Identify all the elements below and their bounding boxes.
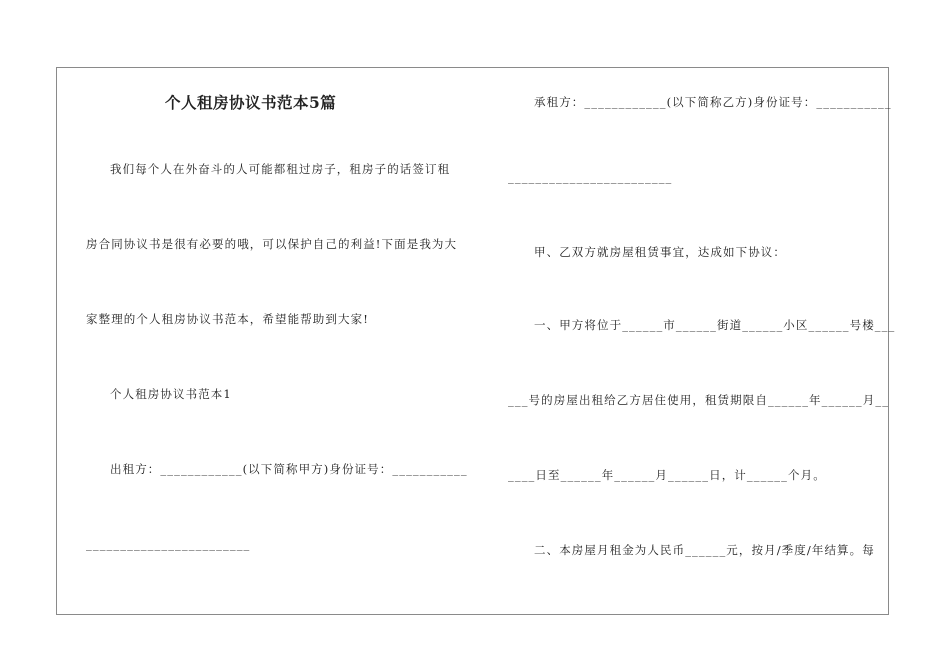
right-line-3: 甲、乙双方就房屋租赁事宜，达成如下协议： — [534, 245, 786, 259]
left-line-4: 个人租房协议书范本1 — [110, 387, 232, 401]
left-line-3: 家整理的个人租房协议书范本，希望能帮助到大家! — [86, 312, 369, 326]
left-line-5: 出租方：____________(以下简称甲方)身份证号：___________ — [110, 462, 468, 476]
left-line-1: 我们每个人在外奋斗的人可能都租过房子，租房子的话签订租 — [110, 162, 451, 176]
right-line-1: 承租方：____________(以下简称乙方)身份证号：___________ — [534, 95, 892, 109]
right-line-4: 一、甲方将位于______市______街道______小区______号楼___ — [534, 318, 896, 332]
document-title: 个人租房协议书范本5篇 — [165, 93, 337, 112]
page-frame — [56, 67, 889, 615]
right-line-5: ___号的房屋出租给乙方居住使用，租赁期限自______年______月__ — [508, 393, 890, 407]
left-line-2: 房合同协议书是很有必要的哦，可以保护自己的利益!下面是我为大 — [86, 237, 458, 251]
left-line-6: ________________________ — [86, 537, 251, 551]
right-line-2: ________________________ — [508, 170, 673, 184]
right-line-7: 二、本房屋月租金为人民币______元，按月/季度/年结算。每 — [534, 543, 875, 557]
right-line-6: ____日至______年______月______日，计______个月。 — [508, 468, 826, 482]
